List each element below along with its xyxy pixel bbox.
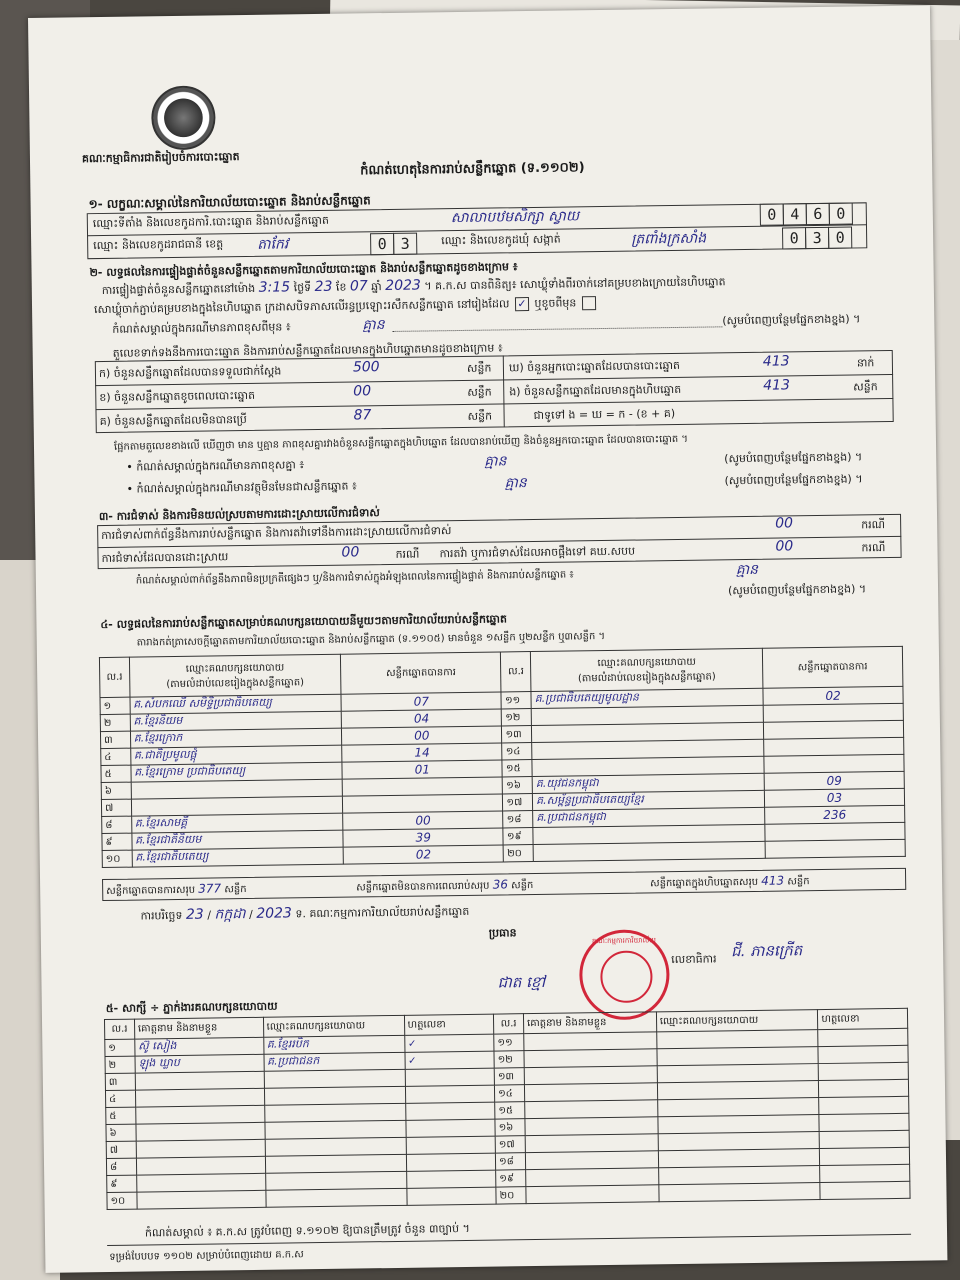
s3-heading: ៣- ការជំទាស់ និងការមិនយល់ស្របតាមការដោះស្រាយលើការជំទាស់ [98,506,380,524]
w-sign [406,1187,496,1205]
w-party [265,1154,406,1173]
party-votes: 236 [765,805,905,824]
w-sign [820,1164,910,1182]
count-e-value: 413 [763,377,791,394]
w-sign [406,1136,496,1154]
party-name: គ.ខ្មែរជាតិនិយម [132,830,344,850]
w-sign [819,1096,909,1114]
count-c-value: 87 [353,407,372,424]
code-digit: 0 [760,203,784,225]
w-no: ១២ [494,1051,524,1068]
party-name: គ.យុវជនកម្ពុជា [532,773,764,793]
total-box-value: 413 [761,873,785,888]
secretary-signature: ជី. ភានក្រើត [730,941,803,961]
w-name [524,1083,657,1102]
form-sheet [28,5,947,1272]
count-b-value: 00 [353,383,372,400]
committee-name: គណៈកម្មាធិការជាតិរៀបចំការបោះឆ្នោត [81,150,240,166]
party-votes [763,720,903,739]
party-votes: 02 [343,845,504,864]
count-b-unit: សន្លឹក [467,385,492,399]
month-label: ខែ [335,280,347,294]
w-party [264,1103,405,1122]
code-digit: 6 [806,203,830,225]
w-no: ១៩ [496,1170,526,1187]
w-no: ១៤ [495,1085,525,1102]
w-name [524,1066,657,1085]
col-party [129,654,341,697]
chair-title: ប្រធាន [488,926,517,940]
count-a-label: ក) ចំនួនសន្លឹកឆ្នោតដែលបានទទួលជាក់ស្តែង [98,364,282,381]
s4-heading: ៤- លទ្ធផលនៃការរាប់សន្លឹកឆ្នោតសម្រាប់គណបក្សនយោបាយនីមួយៗតាមការិយាល័យរាប់សន្លឹកឆ្នោត [100,612,508,632]
party-name: គ.ជាតិប្រមូលផ្តុំ [130,745,342,765]
party-votes [765,839,905,858]
s3-row1-value: 00 [775,515,794,532]
s2-line1-tail: ។ គ.ក.ស បានពិនិត្យ៖ សោឃ្លុំទាំងពីរចាក់នៅគម្របខាងក្រោយនៃហិបឆ្នោត [424,275,726,293]
w-col-sign: ហត្ថលេខា [818,1008,908,1029]
count-b-label: ខ) ចំនួនសន្លឹកឆ្នោតខូចពេលបោះឆ្នោត [99,388,256,405]
w-sign [819,1062,909,1080]
w-sign [406,1170,496,1188]
w-no: ២ [105,1056,135,1073]
w-party [659,1183,821,1202]
w-name [136,1139,265,1158]
row-no: ១ [100,697,130,714]
party-votes: 07 [341,692,502,711]
party-votes: 09 [764,771,904,790]
w-sign [405,1102,495,1120]
seal-text: គណៈកម្មការការិយាល័យ [591,936,656,946]
damaged-label: ឬខូចពីមុន [534,296,577,310]
w-no: ១ [105,1039,135,1056]
difference-check: ផ្អែកតាមតួលេខខាងលើ ឃើញថា មាន ឬគ្មាន ភាពខុសគ្នារវាងចំនួនសន្លឹកឆ្នោតក្នុងហិបឆ្នោត ដែលបានរាប់ឃើញ និងចំនួនអ្នកបោះឆ្នោត ដែលបានបោះឆ្នោត ។ [113,433,689,453]
day-label: ថ្ងៃទី [293,281,312,295]
w-no: ១៦ [495,1119,525,1136]
obs3-value: គ្មាន [504,475,527,492]
total-invalid [356,877,533,895]
province-value: តាកែវ [257,236,289,253]
row-no: ៩ [102,833,132,850]
verify-month: 07 [349,278,368,295]
party-votes: 02 [763,686,903,705]
row-no: ១៣ [502,726,532,743]
verify-year: 2023 [385,277,421,295]
w-sign [819,1113,909,1131]
w-party [265,1188,406,1207]
count-c-unit: សន្លឹក [467,409,493,423]
row-no: ៦ [101,782,131,799]
official-seal [579,929,670,1020]
col-no: ល.រ [99,657,129,697]
party-votes: 00 [343,811,504,830]
w-no: ៣ [105,1073,135,1090]
s3-row3-unit: ករណី [861,541,886,555]
party-name: គ.ខ្មែរនិយម [130,711,342,731]
emblem-logo [151,85,216,150]
obs2-label: • កំណត់សម្គាល់ក្នុងករណីមានភាពខុសគ្នា ៖ [126,458,305,474]
w-no: ៧ [106,1141,136,1158]
col-no: ល.រ [501,652,531,692]
w-sign: ✓ [405,1051,495,1069]
total-invalid-unit: សន្លឹក [511,880,534,892]
party-votes: 04 [341,709,502,728]
party-name: គ.ខ្មែរក្រោក [130,728,342,748]
year-label: ឆ្នាំ [371,280,382,294]
party-votes [763,703,903,722]
sign-committee: ទ. គណៈកម្មការការិយាល័យរាប់សន្លឹកឆ្នោត [295,904,470,921]
party-votes [764,754,904,773]
province-label: ឈ្មោះ និងលេខកូដរាជធានី ខេត្ត [93,237,224,253]
row-no: ១៤ [502,743,532,760]
total-valid-label: សន្លឹកឆ្នោតបានការសរុប [106,884,196,897]
party-name: គ.ប្រជាធិបតេយ្យមូលដ្ឋាន [531,688,763,708]
witness-table [104,1008,911,1210]
intact-checkbox[interactable]: ✓ [515,297,529,311]
code-digit: 0 [828,227,852,249]
w-sign: ✓ [404,1034,494,1052]
s3-row2-value: 00 [341,544,360,561]
obs3-note: (សូមបំពេញបន្ថែមផ្នែកខាងខ្នង) ។ [724,472,863,488]
total-valid-value: 377 [198,881,222,896]
col-party-sub: (តាមលំដាប់លេខរៀងក្នុងសន្លឹកឆ្នោត) [577,670,716,684]
total-invalid-label: សន្លឹកឆ្នោតមិនបានការពេលរាប់សរុប [356,880,490,894]
w-col-no: ល.រ [104,1019,134,1039]
party-name: គ.សម្ព័ន្ធប្រជាធិបតេយ្យខ្មែរ [532,790,764,810]
party-votes: 00 [342,726,503,745]
s2-note: (សូមបំពេញបន្ថែមផ្នែកខាងខ្នង) ។ [722,312,861,328]
w-name [137,1190,266,1209]
row-no: ១២ [502,709,532,726]
w-name [137,1173,266,1192]
code-digit: 4 [783,203,807,225]
s3-row1-unit: ករណី [861,518,886,532]
s3-note: (សូមបំពេញបន្ថែមផ្នែកខាងខ្នង) ។ [727,582,867,598]
w-no: ៥ [106,1107,136,1124]
verify-time: 3:15 [258,279,291,296]
row-no: ១៨ [503,811,533,828]
w-sign [406,1153,496,1171]
verify-day: 23 [314,278,333,296]
station-label: ឈ្មោះទីតាំង និងលេខកូដការិ.បោះឆ្នោត និងរាប់សន្លឹកឆ្នោត [92,213,330,231]
s5-heading: ៥- សាក្សី ÷ ភ្នាក់ងារគណបក្សនយោបាយ [105,999,278,1016]
obs2-value: គ្មាន [484,453,507,470]
province-code [371,233,417,256]
w-sign [820,1147,910,1165]
w-name [524,1032,657,1051]
code-digit: 3 [393,233,417,255]
s3-row3-label: ការតវ៉ា ឬការជំទាស់ដែលអាចផ្តឹងទៅ គឃ.សបប [439,544,636,561]
w-name [525,1117,658,1136]
party-name: គ.ខ្មែរក្រោម ប្រជាធិបតេយ្យ [131,762,343,782]
w-col-party: ឈ្មោះគណបក្សនយោបាយ [263,1015,404,1037]
chair-signature: ជាត ខ្មៅ [497,972,546,992]
sign-date: ការបរិច្ឆេទ 23 / កក្កដា / 2023 ទ. គណៈកម្មការការិយាល័យរាប់សន្លឹកឆ្នោត [140,904,470,923]
w-col-party: ឈ្មោះគណបក្សនយោបាយ [656,1010,818,1032]
w-name [526,1185,659,1204]
col-party [531,648,763,691]
count-c-label: គ) ចំនួនសន្លឹកឆ្នោតដែលមិនបានប្រើ [99,412,247,429]
w-no: ១៥ [495,1102,525,1119]
count-d-value: 413 [762,353,790,370]
row-no: ១៧ [503,794,533,811]
party-name: គ.ប្រជាជនកម្ពុជា [533,807,765,827]
s3-row3-value: 00 [775,538,794,555]
s2-line2 [94,296,598,317]
w-name [525,1100,658,1119]
code-digit: 0 [782,227,806,249]
w-col-no: ល.រ [494,1014,524,1034]
w-no: ១៧ [495,1136,525,1153]
w-name [525,1151,658,1170]
w-party [265,1171,406,1190]
s4-intro: តារាងកត់ត្រាសេចក្តីឆ្នោតតាមការិយាល័យបោះឆ្នោត និងរាប់សន្លឹកឆ្នោត (ទ.១១០៥) មានចំនួន ១សន្លឹក ឬ២សន្លឹក ឬ៣សន្លឹក ។ [136,631,606,649]
commune-value: ត្រពាំងក្រសាំង [631,230,707,248]
station-code [761,203,853,226]
s3-row2-unit: ករណី [395,547,420,561]
count-e-unit: សន្លឹក [853,380,878,394]
w-sign [819,1130,909,1148]
s3-obs-value: គ្មាន [735,561,759,579]
secretary-title: លេខាធិការ [671,952,717,967]
results-table [99,646,906,868]
w-name [136,1156,265,1175]
damaged-checkbox[interactable] [582,296,596,310]
party-votes: 01 [342,760,503,779]
w-sign [405,1119,495,1137]
row-no: ១៥ [502,760,532,777]
total-valid-unit: សន្លឹក [224,884,247,896]
date-month: កក្កដា [214,906,246,923]
row-no: ៥ [101,765,131,782]
w-name [524,1049,657,1068]
w-col-name: គោត្តនាម និងនាមខ្លួន [134,1017,263,1039]
w-no: ៨ [106,1158,136,1175]
party-votes [765,822,905,841]
footer-note: កំណត់សម្គាល់ ៖ គ.ក.ស ត្រូវបំពេញ ទ.១១០២ ឱ្យបានត្រឹមត្រូវ ចំនួន ៣ច្បាប់ ។ [144,1221,470,1240]
party-votes: 39 [343,828,504,847]
obs1-value: គ្មាន [362,317,385,334]
w-sign [819,1079,909,1097]
station-value: សាលាបឋមសិក្សា ស្វាយ [450,208,580,227]
total-invalid-value: 36 [492,877,509,892]
commune-code [783,227,852,250]
col-party-title: ឈ្មោះគណបក្សនយោបាយ [597,656,696,669]
w-no: ៤ [105,1090,135,1107]
s2-line2-text: សោឃ្លុំចាក់ភ្ជាប់គម្របខាងក្នុងនៃហិបឆ្នោត ក្រដាសបិទភាសលើរន្ធប្រឡោះរសឹកសន្លឹកឆ្នោត នៅរៀងដែល [93,297,510,317]
s1-heading: ១- លក្ខណៈសម្គាល់នៃការិយាល័យបោះឆ្នោត និងរាប់សន្លឹកឆ្នោត [88,193,371,212]
party-name: គ.ខ្មែរជាតិបតេយ្យ [132,847,344,867]
col-votes: សន្លឹកឆ្នោតបានការ [762,646,903,688]
w-sign [818,1045,908,1063]
w-sign [820,1181,910,1199]
code-digit: 3 [805,227,829,249]
date-year: 2023 [256,905,293,922]
w-name [135,1071,264,1090]
w-col-sign: ហត្ថលេខា [404,1014,494,1035]
s2-line1-label: ការផ្ទៀងផ្ទាត់ចំនួនសន្លឹកឆ្នោតនៅម៉ោង [101,281,256,297]
w-party [265,1137,406,1156]
party-votes: 14 [342,743,503,762]
party-votes: 03 [764,788,904,807]
w-no: ១៣ [494,1068,524,1085]
total-box-label: សន្លឹកឆ្នោតក្នុងហិបឆ្នោតសរុប [650,876,759,890]
dotted-line [392,326,722,332]
w-sign [405,1085,495,1103]
row-no: ១០ [102,850,132,867]
row-no: ២ [100,714,130,731]
row-no: ៤ [101,748,131,765]
w-party [264,1086,405,1105]
party-name: គ.សំបកឈើ សមិទ្ធិប្រជាធិបតេយ្យ [130,694,342,714]
date-day: 23 [185,906,204,923]
code-digit: 0 [370,233,394,255]
w-no: ១៨ [496,1153,526,1170]
w-name [525,1134,658,1153]
w-party [264,1069,405,1088]
col-party-title: ឈ្មោះគណបក្សនយោបាយ [185,661,285,675]
w-no: ១០ [107,1192,137,1209]
count-d-unit: នាក់ [856,356,875,370]
total-valid [106,881,247,899]
w-party: គ.ប្រជាជនក [264,1052,405,1071]
seal-inner-ring [600,950,653,1003]
count-a-unit: សន្លឹក [466,361,492,375]
count-d-label: ឃ) ចំនួនអ្នកបោះឆ្នោតដែលបានបោះឆ្នោត [508,358,681,375]
w-no: ១១ [494,1034,524,1051]
form-title: កំណត់ហេតុនៃការរាប់សន្លឹកឆ្នោត (ទ.១១០២) [360,160,585,179]
w-sign [405,1068,495,1086]
s2-heading: ២- លទ្ធផលនៃការផ្ទៀងផ្ទាត់ចំនួនសន្លឹកឆ្នោតតាមការិយាល័យបោះឆ្នោត និងរាប់សន្លឹកឆ្នោតដូចខាងក្រោម ៖ [89,260,518,280]
w-name [526,1168,659,1187]
s3-obs-label: កំណត់សម្គាល់ពាក់ព័ន្ធនឹងភាពមិនប្រក្រតីផ្សេងៗ ឬ/និងការជំទាស់ក្នុងអំឡុងពេលនៃការផ្ទៀងផ្ទាត់ និងការរាប់សន្លឹកឆ្នោត ៖ [135,569,574,587]
row-no: ១៦ [503,777,533,794]
bottom-note: ទម្រង់បែបបទ ១១០២ សម្រាប់បំពេញដោយ គ.ក.ស [109,1249,304,1263]
party-name [533,841,765,861]
w-col-name: គោត្តនាម និងនាមខ្លួន [523,1012,656,1034]
w-no: ២០ [496,1187,526,1204]
w-name: ឡុង ឃ្លាប [135,1054,264,1073]
party-votes [764,737,904,756]
count-e-label: ង) ចំនួនសន្លឹកឆ្នោតដែលមានក្នុងហិបឆ្នោត [509,382,682,399]
obs2-note: (សូមបំពេញបន្ថែមផ្នែកខាងខ្នង) ។ [724,450,863,466]
w-name [135,1088,264,1107]
w-name: ស៊ូ សៀង [135,1037,264,1056]
date-label: ការបរិច្ឆេទ [140,908,183,923]
party-name: គ.ខ្មែរសាមគ្គី [131,813,343,833]
w-sign [818,1028,908,1046]
w-no: ៩ [107,1175,137,1192]
commune-label: ឈ្មោះ និងលេខកូដឃុំ សង្កាត់ [441,232,561,248]
total-box-unit: សន្លឹក [787,876,810,888]
obs3-label: • កំណត់សម្គាល់ក្នុងករណីមានវត្ថុមិនមែនជាសន្លឹកឆ្នោត ៖ [126,479,357,496]
w-party: គ.ខ្មែររបិក [263,1035,404,1054]
w-party [264,1120,405,1139]
s2-intro: តួលេខទាក់ទងនឹងការបោះឆ្នោត និងការរាប់សន្លឹកឆ្នោតដែលមានក្នុងហិបឆ្នោតមានដូចខាងក្រោម ៖ [112,341,503,360]
w-name [136,1105,265,1124]
count-a-value: 500 [352,359,380,376]
total-box [650,873,810,891]
s3-row2-label: ការជំទាស់ដែលបានដោះស្រាយ [101,550,229,566]
code-digit: 0 [829,203,853,225]
row-no: ៨ [102,816,132,833]
count-formula: ជាទូទៅ ង = ឃ = ក - (ខ + គ) [533,407,676,422]
row-no: ២០ [504,845,534,862]
w-no: ៦ [106,1124,136,1141]
row-no: ៧ [101,799,131,816]
row-no: ១១ [501,692,531,709]
s3-row1-label: ការជំទាស់ពាក់ព័ន្ធនឹងការរាប់សន្លឹកឆ្នោត និងការតវ៉ាទៅនឹងការដោះស្រាយលើការជំទាស់ [101,524,452,543]
col-votes: សន្លឹកឆ្នោតបានការ [341,652,502,694]
row-no: ១៩ [503,828,533,845]
row-no: ៣ [100,731,130,748]
col-party-sub: (តាមលំដាប់លេខរៀងក្នុងសន្លឹកឆ្នោត) [166,676,305,690]
w-name [136,1122,265,1141]
obs1-label: កំណត់សម្គាល់ក្នុងករណីមានភាពខុសពីមុន ៖ [112,320,291,336]
